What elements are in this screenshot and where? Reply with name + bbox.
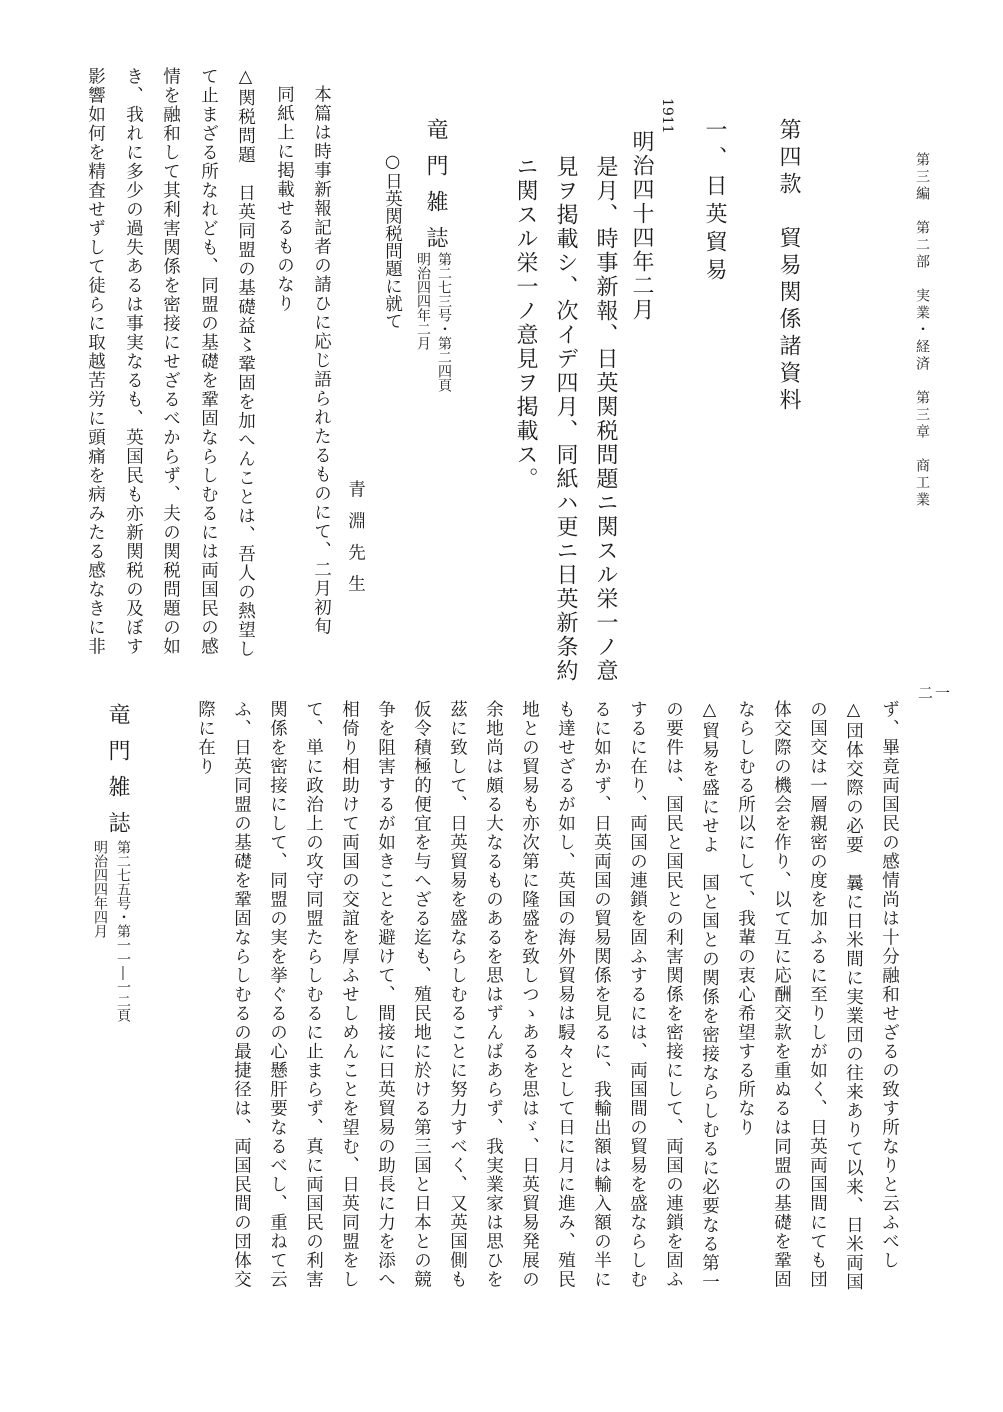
body-line: 本篇は時事新報記者の請ひに応じ語られたるものにて、二月初旬	[311, 85, 332, 636]
body-line: の国交は一層親密の度を加ふるに至りしが如く、日英両国間にても団	[807, 700, 828, 1289]
body-line: き、我れに多少の過失あるは事実なるも、英国民も亦新関税の及ぼす	[123, 67, 144, 656]
body-line: 余地尚は頗る大なるものあるを思はずんばあらず、我実業家は思ひを	[483, 700, 504, 1289]
body-line: 争を阻害するが如きことを避けて、間接に日英貿易の助長に力を添へ	[375, 700, 396, 1289]
body-line: 相倚り相助けて両国の交誼を厚ふせしめんことを望む、日英同盟をし	[339, 700, 360, 1289]
body-line: も達せざるが如し、英国の海外貿易は駸々として日に月に進み、殖民	[555, 700, 576, 1289]
body-line: 仮令積極的便宜を与へざる迄も、殖民地に於ける第三国と日本との競	[411, 700, 432, 1289]
source2-name: 竜門雑誌	[105, 703, 130, 847]
page-number: 二一	[918, 684, 953, 702]
date-japanese: 明治四十四年二月	[629, 130, 654, 322]
source1-article-title: ○日英関税問題に就て	[382, 152, 403, 330]
body-line: るに如かず、日英両国の貿易関係を見るに、我輸出額は輸入額の半に	[591, 700, 612, 1289]
source1-author: 青淵先生	[345, 480, 366, 606]
body-line: 関係を密接にして、同盟の実を挙ぐるの心懸肝要なるべし、重ねて云	[267, 700, 288, 1289]
body-line: 情を融和して其利害関係を密接にせざるべからず、夫の関税問題の如	[160, 67, 181, 656]
source2-ref-line1: 第二七五号・第一一―一二頁	[115, 840, 131, 1022]
body-line: 同紙上に掲載せるものなり	[274, 85, 295, 313]
source1-name: 竜門雑誌	[423, 118, 448, 262]
body-line: 体交際の機会を作り、以て互に応酬交款を重ぬるは同盟の基礎を鞏固	[771, 700, 792, 1289]
body-line: 茲に致して、日英貿易を盛ならしむることに努力すべく、又英国側も	[447, 700, 468, 1289]
body-line: △団体交際の必要 曩に日米間に実業団の往来ありて以来、日米両国	[843, 700, 864, 1292]
body-line: するに在り、両国の連鎖を固ふするには、両国間の貿易を盛ならしむ	[627, 700, 648, 1289]
source2-ref-line2: 明治四四年四月	[92, 840, 108, 938]
body-line: △関税問題 日英同盟の基礎益〻鞏固を加へんことは、吾人の熱望し	[235, 67, 256, 659]
body-line: △貿易を盛にせよ 国と国との関係を密接ならしむるに必要なる第一	[699, 700, 720, 1292]
body-line: 地との貿易も亦次第に隆盛を致しつゝあるを思はゞ、日英貿易発展の	[519, 700, 540, 1289]
summary-line: ニ関スル栄一ノ意見ヲ掲載ス。	[513, 155, 538, 491]
summary-line: 是月、時事新報、日英関税問題ニ関スル栄一ノ意	[593, 155, 618, 683]
body-line: ふ、日英同盟の基礎を鞏固ならしむるの最捷径は、両国民間の団体交	[231, 700, 252, 1289]
body-line: ならしむる所以にして、我輩の衷心希望する所なり	[735, 700, 756, 1137]
source1-ref-line1: 第二七三号・第二四頁	[436, 252, 452, 392]
running-header: 第三編 第二部 実業・経済 第三章 商工業	[914, 152, 930, 509]
body-line: て、単に政治上の攻守同盟たらしむるに止まらず、真に両国民の利害	[303, 700, 324, 1289]
summary-line: 見ヲ掲載シ、次イデ四月、同紙ハ更ニ日英新条約	[553, 155, 578, 683]
body-line: 際に在り	[195, 700, 216, 776]
subsection-title: 一、日英貿易	[702, 118, 727, 286]
body-line: ず、畢竟両国民の感情尚は十分融和せざるの致す所なりと云ふべし	[879, 700, 900, 1270]
source1-ref-line2: 明治四四年二月	[415, 252, 431, 350]
body-line: て止まざる所なれども、同盟の基礎を鞏固ならしむるには両国民の感	[198, 67, 219, 656]
section-title: 第四款 貿易関係諸資料	[776, 118, 801, 415]
date-western: 1911	[659, 98, 675, 134]
body-line: の要件は、国民と国民との利害関係を密接にして、両国の連鎖を固ふ	[663, 700, 684, 1289]
body-line: 影響如何を精査せずして徒らに取越苦労に頭痛を病みたる感なきに非	[85, 67, 106, 656]
